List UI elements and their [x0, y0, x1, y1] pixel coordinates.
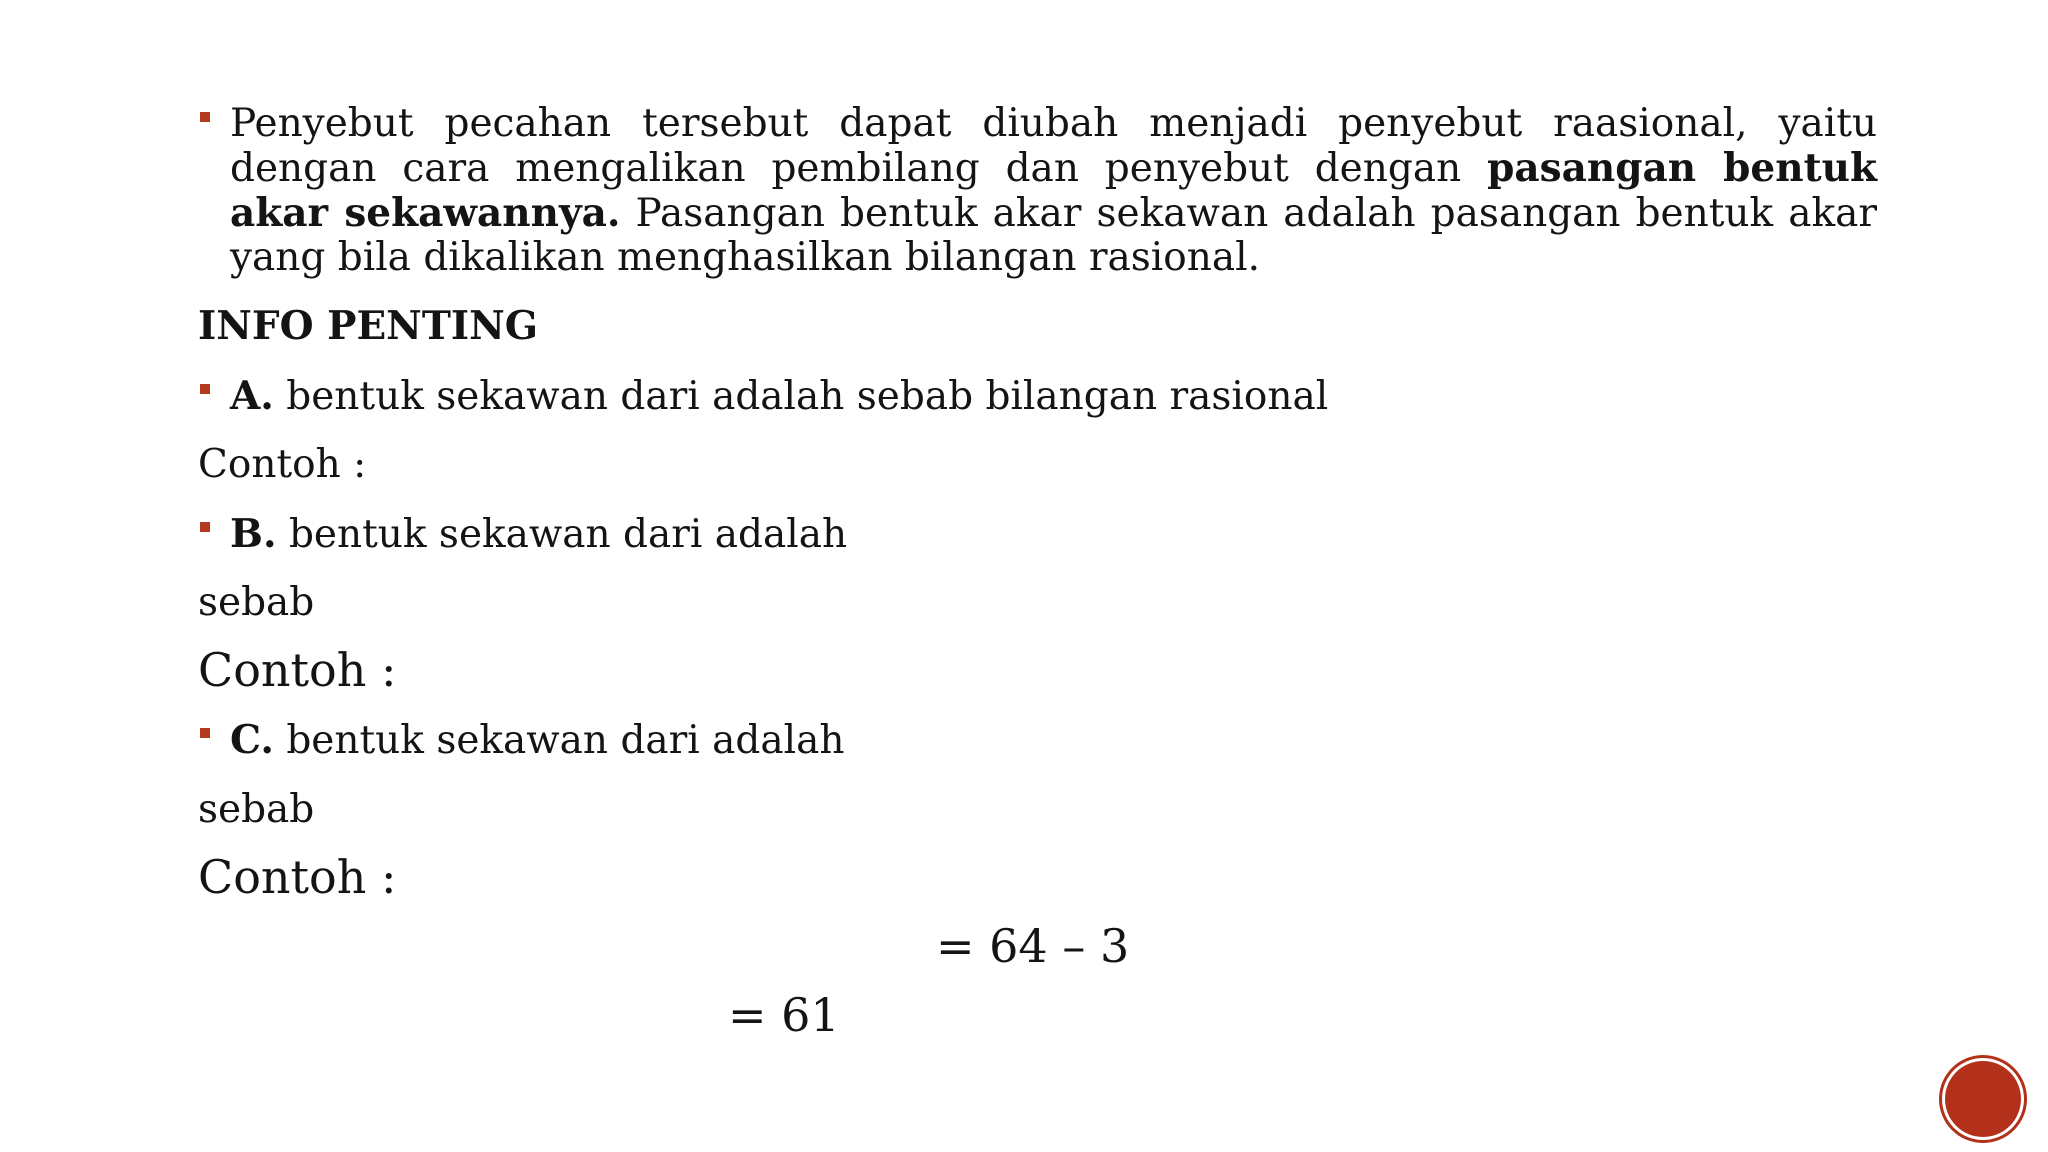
slide-decoration-circle — [1945, 1061, 2021, 1137]
contoh-label-2: Contoh : — [198, 643, 397, 697]
sebab-label-1: sebab — [198, 580, 315, 625]
paragraph-text-2: Pasangan bentuk akar sekawan adalah pasangan bentuk akar yang bila dikalikan menghasilkan bilangan rasional. — [230, 191, 1877, 280]
item-c — [230, 718, 844, 763]
bullet-marker — [200, 728, 210, 738]
bullet-marker — [200, 522, 210, 532]
bullet-marker — [200, 384, 210, 394]
info-heading: INFO PENTING — [198, 303, 539, 349]
item-c-letter: C. — [230, 717, 274, 763]
item-c-text: bentuk sekawan dari adalah — [273, 718, 845, 763]
item-b-letter: B. — [230, 511, 277, 557]
sebab-label-2: sebab — [198, 787, 315, 832]
intro-paragraph — [230, 102, 1877, 280]
bullet-marker — [200, 112, 210, 122]
item-b-text: bentuk sekawan dari adalah — [276, 512, 848, 557]
paragraph-bold-text: pasangan bentuk akar sekawannya. — [230, 145, 1877, 236]
item-a-text: bentuk sekawan dari adalah sebab bilangan rasional — [273, 374, 1329, 419]
equation-line-2: = 61 — [728, 988, 840, 1042]
contoh-label-1: Contoh : — [198, 442, 367, 487]
equation-line-1: = 64 – 3 — [936, 919, 1130, 973]
item-a — [230, 374, 1328, 419]
contoh-label-3: Contoh : — [198, 850, 397, 904]
paragraph-text-1: Penyebut pecahan tersebut dapat diubah menjadi penyebut raasional, yaitu dengan cara mengalikan pembilang dan penyebut dengan — [230, 101, 1877, 191]
item-b — [230, 512, 847, 557]
item-a-letter: A. — [230, 373, 274, 419]
